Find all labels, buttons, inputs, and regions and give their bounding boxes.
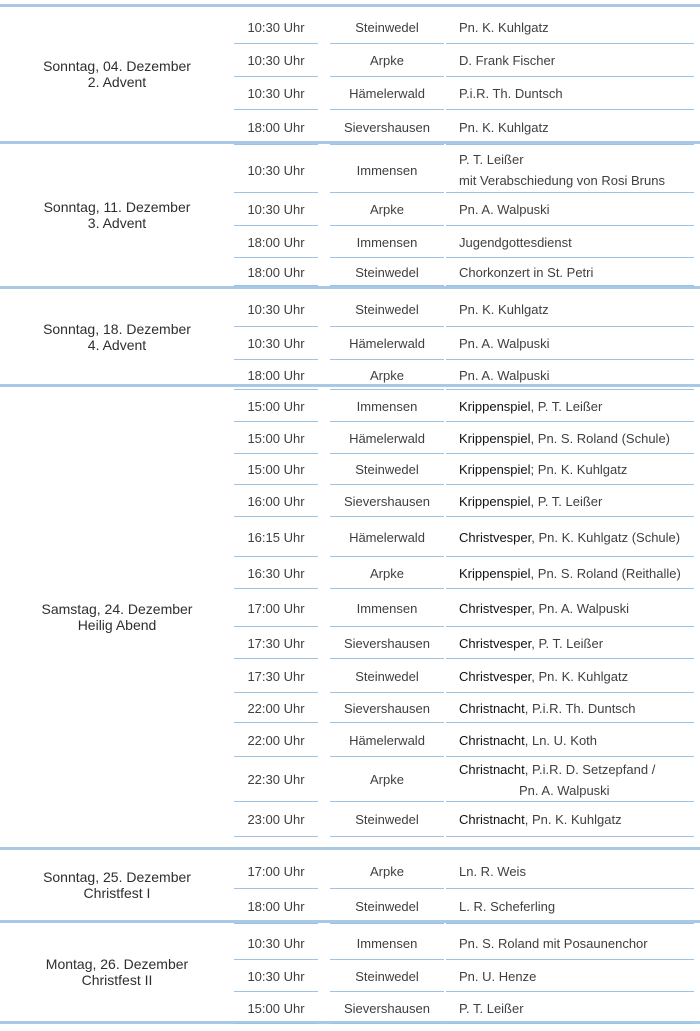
service-description-text — [446, 698, 636, 719]
service-detail: , Pn. A. Walpuski — [531, 600, 630, 616]
service-detail: Pn. K. Kuhlgatz — [459, 120, 549, 135]
service-detail: , P.i.R. Th. Duntsch — [524, 700, 636, 716]
service-description-text — [446, 527, 680, 548]
service-time: 10:30 Uhr — [247, 86, 305, 101]
day-block — [0, 7, 700, 141]
service-row — [0, 77, 700, 110]
service-description — [446, 757, 694, 802]
service-time: 10:30 Uhr — [247, 336, 305, 351]
service-place: Immensen — [356, 398, 418, 414]
service-type: Krippenspiel — [459, 462, 531, 477]
service-time: 17:30 Uhr — [247, 668, 305, 684]
service-description — [446, 258, 694, 286]
day-occasion: 3. Advent — [87, 215, 147, 231]
service-place: Sievershausen — [344, 635, 430, 651]
service-description — [446, 360, 694, 390]
service-description-text — [446, 428, 670, 449]
day-occasion: Heilig Abend — [77, 617, 157, 633]
row-rule — [330, 836, 444, 837]
service-row — [0, 44, 700, 77]
service-place: Hämelerwald — [349, 336, 425, 351]
service-detail: P.i.R. Th. Duntsch — [459, 86, 563, 101]
row-rule — [446, 1023, 694, 1024]
service-place: Arpke — [370, 863, 404, 879]
service-description — [446, 110, 694, 145]
service-description-text — [446, 117, 549, 138]
service-description-text — [446, 459, 627, 480]
service-time: 18:00 Uhr — [247, 234, 305, 250]
service-description — [446, 853, 694, 889]
service-row — [0, 10, 700, 44]
service-row — [0, 693, 700, 723]
service-description — [446, 147, 694, 193]
service-time: 15:00 Uhr — [247, 462, 305, 477]
service-row — [0, 757, 700, 802]
service-description-text — [446, 633, 603, 654]
service-detail: L. R. Scheferling — [459, 899, 556, 914]
service-description — [446, 723, 694, 757]
service-description-text — [446, 83, 563, 104]
service-row — [0, 110, 700, 145]
service-row — [0, 485, 700, 517]
service-place: Sievershausen — [344, 1000, 430, 1016]
service-description — [446, 589, 694, 627]
service-row — [0, 390, 700, 422]
service-detail: , Pn. K. Kuhlgatz — [524, 812, 622, 827]
row-rule — [446, 285, 694, 286]
service-place: Steinwedel — [355, 812, 419, 827]
day-date: Sonntag, 18. Dezember — [43, 320, 191, 337]
service-description-text — [446, 333, 550, 354]
service-place: Immensen — [356, 600, 418, 616]
service-description — [446, 926, 694, 960]
service-description — [446, 77, 694, 110]
service-row — [0, 992, 700, 1024]
service-type: Christvesper — [459, 600, 532, 616]
day-block — [0, 387, 700, 847]
service-detail-line2: Pn. A. Walpuski — [519, 782, 610, 798]
row-rule — [234, 1023, 318, 1024]
service-description — [446, 517, 694, 557]
service-type: Krippenspiel — [459, 430, 531, 446]
service-type: Christnacht — [459, 761, 525, 777]
service-description — [446, 889, 694, 924]
service-place: Steinwedel — [355, 19, 419, 35]
service-place: Immensen — [356, 935, 418, 951]
service-detail: , P. T. Leißer — [531, 635, 604, 651]
service-place: Arpke — [370, 565, 404, 581]
service-time: 22:30 Uhr — [247, 772, 305, 787]
service-row — [0, 589, 700, 627]
service-row — [0, 193, 700, 226]
day-block — [0, 923, 700, 1021]
service-place: Steinwedel — [355, 264, 419, 280]
service-description-text — [446, 50, 555, 71]
service-time: 22:00 Uhr — [247, 732, 305, 748]
service-detail: P. T. Leißer — [459, 152, 524, 167]
service-detail: Chorkonzert in St. Petri — [459, 264, 594, 280]
row-rule — [330, 1023, 444, 1024]
service-description-text — [446, 730, 597, 751]
service-description-text — [446, 491, 602, 512]
service-detail: , Pn. K. Kuhlgatz (Schule) — [531, 529, 681, 545]
service-time: 18:00 Uhr — [247, 120, 305, 135]
service-time: 15:00 Uhr — [247, 430, 305, 446]
service-row — [0, 960, 700, 992]
service-time: 10:30 Uhr — [247, 19, 305, 35]
service-place: Steinwedel — [355, 302, 419, 317]
service-time: 18:00 Uhr — [247, 367, 305, 383]
service-row — [0, 226, 700, 258]
day-block — [0, 850, 700, 920]
service-description — [446, 802, 694, 837]
service-place: Sievershausen — [344, 493, 430, 509]
day-date: Samstag, 24. Dezember — [41, 601, 193, 617]
service-type: Christnacht — [459, 812, 525, 827]
service-row — [0, 454, 700, 485]
service-type: Christvesper — [459, 668, 532, 684]
service-description — [446, 627, 694, 659]
service-description-text — [446, 759, 655, 801]
service-description-text — [446, 666, 628, 687]
service-description — [446, 960, 694, 992]
service-detail: Pn. A. Walpuski — [459, 367, 550, 383]
service-place: Arpke — [370, 202, 404, 217]
service-description — [446, 193, 694, 226]
service-time: 10:30 Uhr — [247, 935, 305, 951]
day-occasion: 4. Advent — [87, 336, 147, 353]
service-time: 10:30 Uhr — [247, 202, 305, 217]
service-time: 16:15 Uhr — [247, 529, 305, 545]
service-place: Hämelerwald — [349, 529, 425, 545]
service-description-text — [446, 365, 550, 386]
service-description-text — [446, 396, 602, 417]
service-description-text — [446, 896, 555, 917]
service-description-text — [446, 966, 536, 987]
service-description — [446, 659, 694, 693]
service-description — [446, 557, 694, 589]
service-place: Steinwedel — [355, 968, 419, 984]
service-detail: , P.i.R. D. Setzepfand / — [524, 761, 656, 777]
service-description-text — [446, 17, 549, 38]
service-time: 10:30 Uhr — [247, 302, 305, 317]
service-place: Immensen — [356, 162, 418, 178]
service-row — [0, 557, 700, 589]
service-time: 18:00 Uhr — [247, 264, 305, 280]
service-description — [446, 10, 694, 44]
service-detail: Pn. U. Henze — [459, 968, 537, 984]
service-description — [446, 992, 694, 1024]
service-description — [446, 390, 694, 422]
service-place: Sievershausen — [344, 700, 430, 716]
service-detail: Ln. R. Weis — [459, 863, 526, 879]
service-description-text — [446, 598, 629, 619]
service-type: Christnacht — [459, 732, 525, 748]
service-detail-line2: mit Verabschiedung von Rosi Bruns — [459, 173, 665, 188]
service-detail: P. T. Leißer — [459, 1000, 524, 1016]
service-place: Arpke — [370, 367, 404, 383]
service-time: 17:00 Uhr — [247, 600, 305, 616]
service-description-text — [446, 199, 550, 220]
service-description-text — [446, 933, 648, 954]
day-date: Montag, 26. Dezember — [45, 956, 189, 972]
service-detail: Pn. A. Walpuski — [459, 336, 550, 351]
row-rule — [234, 836, 318, 837]
service-row — [0, 889, 700, 924]
service-time: 10:30 Uhr — [247, 162, 305, 178]
service-time: 10:30 Uhr — [247, 53, 305, 68]
service-type: Christvesper — [459, 635, 532, 651]
service-description — [446, 292, 694, 327]
day-block — [0, 144, 700, 286]
service-place: Sievershausen — [344, 120, 430, 135]
service-place: Steinwedel — [355, 462, 419, 477]
service-row — [0, 422, 700, 454]
service-description — [446, 422, 694, 454]
service-place: Steinwedel — [355, 899, 419, 914]
service-row — [0, 627, 700, 659]
service-description-text — [446, 861, 526, 882]
service-detail: ; Pn. K. Kuhlgatz — [530, 462, 628, 477]
service-time: 23:00 Uhr — [247, 812, 305, 827]
service-detail: , Pn. S. Roland (Schule) — [530, 430, 671, 446]
service-place: Hämelerwald — [349, 732, 425, 748]
day-block — [0, 289, 700, 384]
service-time: 17:30 Uhr — [247, 635, 305, 651]
service-description — [446, 327, 694, 360]
service-detail: Pn. A. Walpuski — [459, 202, 550, 217]
service-description-text — [446, 232, 572, 253]
row-rule — [446, 836, 694, 837]
row-rule — [234, 285, 318, 286]
service-row — [0, 360, 700, 390]
day-occasion: Christfest I — [83, 885, 151, 901]
service-time: 16:00 Uhr — [247, 493, 305, 509]
day-date: Sonntag, 11. Dezember — [43, 199, 191, 215]
service-place: Hämelerwald — [349, 86, 425, 101]
service-time: 15:00 Uhr — [247, 1000, 305, 1016]
service-detail: Pn. K. Kuhlgatz — [459, 19, 549, 35]
service-place: Arpke — [370, 53, 404, 68]
service-row — [0, 853, 700, 889]
service-row — [0, 258, 700, 286]
service-type: Christvesper — [459, 529, 532, 545]
service-description-text — [446, 299, 549, 320]
row-rule — [330, 285, 444, 286]
day-date: Sonntag, 25. Dezember — [43, 869, 191, 885]
service-row — [0, 802, 700, 837]
day-occasion: Christfest II — [81, 972, 153, 988]
service-detail: Pn. S. Roland mit Posaunenchor — [459, 935, 648, 951]
service-detail: , Pn. S. Roland (Reithalle) — [530, 565, 681, 581]
day-occasion: 2. Advent — [87, 74, 147, 90]
service-row — [0, 659, 700, 693]
service-row — [0, 926, 700, 960]
service-row — [0, 517, 700, 557]
service-place: Hämelerwald — [349, 430, 425, 446]
service-detail: , P. T. Leißer — [530, 398, 603, 414]
service-type: Krippenspiel — [459, 493, 531, 509]
service-place: Immensen — [356, 234, 418, 250]
service-type: Krippenspiel — [459, 398, 531, 414]
service-row — [0, 327, 700, 360]
service-detail: , Pn. K. Kuhlgatz — [531, 668, 629, 684]
service-description-text — [446, 809, 622, 830]
service-detail: Jugendgottesdienst — [459, 234, 572, 250]
service-time: 18:00 Uhr — [247, 899, 305, 914]
service-description-text — [446, 149, 665, 191]
service-type: Christnacht — [459, 700, 525, 716]
service-place: Arpke — [370, 772, 404, 787]
service-row — [0, 292, 700, 327]
service-description — [446, 693, 694, 723]
service-description-text — [446, 998, 524, 1019]
day-date: Sonntag, 04. Dezember — [43, 58, 191, 74]
service-detail: Pn. K. Kuhlgatz — [459, 302, 549, 317]
service-description-text — [446, 262, 593, 283]
service-place: Steinwedel — [355, 668, 419, 684]
service-time: 15:00 Uhr — [247, 398, 305, 414]
service-description-text — [446, 563, 681, 584]
service-time: 10:30 Uhr — [247, 968, 305, 984]
service-time: 17:00 Uhr — [247, 863, 305, 879]
service-type: Krippenspiel — [459, 565, 531, 581]
service-description — [446, 485, 694, 517]
service-row — [0, 723, 700, 757]
service-description — [446, 454, 694, 485]
service-detail: , P. T. Leißer — [530, 493, 603, 509]
service-time: 16:30 Uhr — [247, 565, 305, 581]
service-description — [446, 44, 694, 77]
service-time: 22:00 Uhr — [247, 700, 305, 716]
service-detail: D. Frank Fischer — [459, 53, 556, 68]
service-description — [446, 226, 694, 258]
service-detail: , Ln. U. Koth — [524, 732, 598, 748]
service-row — [0, 147, 700, 193]
